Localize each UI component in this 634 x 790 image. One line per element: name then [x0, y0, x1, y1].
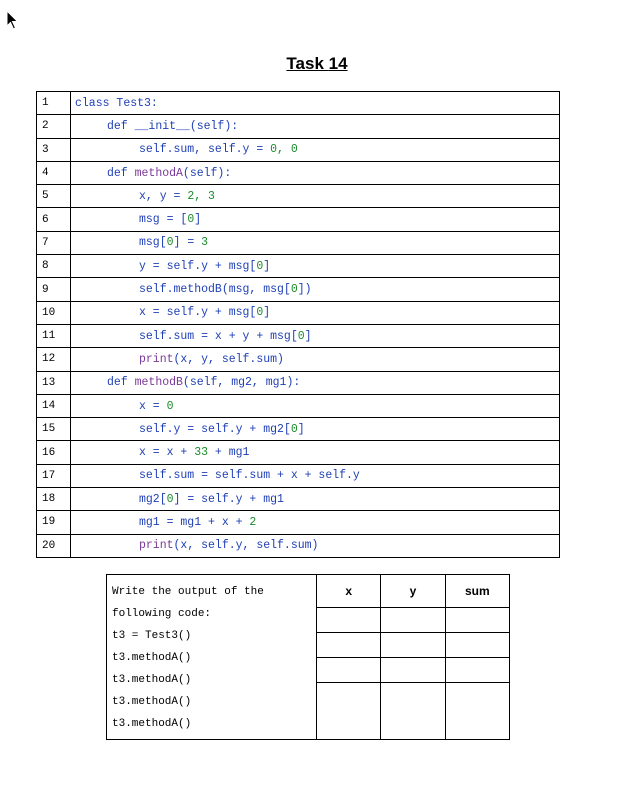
instruction-line: t3.methodA() — [112, 696, 192, 708]
line-number: 11 — [37, 324, 71, 347]
code-line — [37, 488, 560, 511]
code-text — [71, 301, 560, 324]
code-token: mg1 = mg1 + x + — [139, 515, 250, 529]
code-text — [71, 488, 560, 511]
code-line — [37, 418, 560, 441]
code-line — [37, 464, 560, 487]
code-line — [37, 371, 560, 394]
instruction-line: t3 = Test3() — [112, 630, 192, 642]
code-text — [71, 208, 560, 231]
code-token: msg = [ — [139, 213, 188, 227]
code-token: print — [139, 352, 174, 366]
code-text — [71, 394, 560, 417]
task-instructions — [107, 575, 317, 740]
header-x: x — [317, 575, 381, 608]
code-token: (x, self.y, self.sum) — [173, 539, 319, 553]
code-token: 33 — [194, 446, 209, 460]
code-token: __init__ — [134, 119, 190, 133]
answer-cell-y[interactable] — [381, 608, 445, 633]
line-number: 9 — [37, 278, 71, 301]
code-text — [71, 511, 560, 534]
code-text — [71, 534, 560, 557]
line-number: 15 — [37, 418, 71, 441]
code-token: (self, mg2, mg1): — [182, 376, 301, 390]
code-line — [37, 394, 560, 417]
code-token: class — [75, 96, 117, 110]
answer-cell-x[interactable] — [317, 633, 381, 658]
line-number: 1 — [37, 92, 71, 115]
code-line — [37, 301, 560, 324]
code-line — [37, 115, 560, 138]
code-token: def — [107, 166, 135, 180]
code-token: self.y = self.y + mg2[ — [139, 422, 291, 436]
code-token: 0 — [256, 259, 264, 273]
code-token: self.sum = self.sum + x + self.y — [139, 469, 360, 483]
code-text — [71, 231, 560, 254]
code-token: ] = self.y + mg1 — [173, 492, 284, 506]
code-token: ] — [194, 213, 202, 227]
code-line — [37, 138, 560, 161]
code-line — [37, 324, 560, 347]
code-token: 2 — [249, 515, 257, 529]
code-text — [71, 371, 560, 394]
code-text — [71, 464, 560, 487]
code-line — [37, 441, 560, 464]
line-number: 5 — [37, 185, 71, 208]
code-token: ] — [297, 422, 305, 436]
code-line — [37, 185, 560, 208]
code-line — [37, 511, 560, 534]
code-token: methodA — [134, 166, 183, 180]
instruction-line: t3.methodA() — [112, 718, 192, 730]
code-line — [37, 278, 560, 301]
code-text — [71, 115, 560, 138]
header-y: y — [381, 575, 445, 608]
code-text — [71, 348, 560, 371]
code-token: def — [107, 119, 135, 133]
code-token: 0 — [187, 213, 195, 227]
code-text — [71, 185, 560, 208]
code-token: ] = — [173, 236, 202, 250]
task-title: Task 14 — [286, 54, 348, 73]
code-line — [37, 534, 560, 557]
line-number: 4 — [37, 161, 71, 184]
answer-cell-x[interactable] — [317, 658, 381, 683]
answer-cell-sum[interactable] — [445, 633, 509, 658]
code-text — [71, 441, 560, 464]
code-token: 0 — [256, 306, 264, 320]
code-token: ] — [263, 259, 271, 273]
code-token: x = self.y + msg[ — [139, 306, 257, 320]
code-text — [71, 278, 560, 301]
code-line — [37, 348, 560, 371]
code-token: (self): — [182, 166, 232, 180]
code-line — [37, 255, 560, 278]
code-listing — [36, 91, 560, 558]
code-token: y = self.y + msg[ — [139, 259, 257, 273]
code-text — [71, 92, 560, 115]
line-number: 20 — [37, 534, 71, 557]
code-token: 0, 0 — [270, 143, 298, 157]
code-token: print — [139, 539, 174, 553]
answer-cell-y[interactable] — [381, 633, 445, 658]
code-token: msg[ — [139, 236, 167, 250]
code-token: def — [107, 376, 135, 390]
line-number: 17 — [37, 464, 71, 487]
line-number: 19 — [37, 511, 71, 534]
code-token: 3 — [201, 236, 209, 250]
answer-cell-y[interactable] — [381, 683, 445, 740]
code-token: 0 — [166, 399, 174, 413]
code-token: (self): — [189, 119, 239, 133]
line-number: 2 — [37, 115, 71, 138]
code-line — [37, 161, 560, 184]
answer-cell-x[interactable] — [317, 608, 381, 633]
code-token: 0 — [166, 236, 174, 250]
code-text — [71, 138, 560, 161]
code-token: ] — [304, 329, 312, 343]
code-token: self.sum, self.y = — [139, 143, 271, 157]
code-token: Test3: — [116, 96, 158, 110]
line-number: 13 — [37, 371, 71, 394]
instruction-line: t3.methodA() — [112, 674, 192, 686]
instruction-line: Write the output of the — [112, 586, 264, 598]
code-token: self.sum = x + y + msg[ — [139, 329, 298, 343]
code-line — [37, 208, 560, 231]
code-token: self.methodB(msg, msg[ — [139, 283, 291, 297]
code-token: methodB — [134, 376, 183, 390]
answer-cell-y[interactable] — [381, 658, 445, 683]
line-number: 18 — [37, 488, 71, 511]
line-number: 6 — [37, 208, 71, 231]
line-number: 8 — [37, 255, 71, 278]
code-token: 2, 3 — [187, 189, 215, 203]
code-text — [71, 324, 560, 347]
code-token: x = — [139, 399, 167, 413]
code-text — [71, 255, 560, 278]
code-token: 0 — [297, 329, 305, 343]
code-token: 0 — [290, 422, 298, 436]
code-token: ] — [263, 306, 271, 320]
line-number: 3 — [37, 138, 71, 161]
header-sum: sum — [445, 575, 509, 608]
code-line — [37, 92, 560, 115]
instruction-line: following code: — [112, 608, 212, 620]
line-number: 7 — [37, 231, 71, 254]
line-number: 16 — [37, 441, 71, 464]
code-token: (x, y, self.sum) — [173, 352, 284, 366]
answer-cell-sum[interactable] — [445, 683, 509, 740]
code-token: mg2[ — [139, 492, 167, 506]
code-token: x = x + — [139, 446, 195, 460]
mouse-pointer-icon — [6, 10, 20, 35]
code-token: 0 — [166, 492, 174, 506]
code-token: x, y = — [139, 189, 188, 203]
answer-cell-sum[interactable] — [445, 608, 509, 633]
code-token: 0 — [290, 283, 298, 297]
code-token: + mg1 — [208, 446, 250, 460]
output-table — [106, 574, 510, 740]
line-number: 10 — [37, 301, 71, 324]
code-token: ]) — [297, 283, 312, 297]
line-number: 14 — [37, 394, 71, 417]
code-line — [37, 231, 560, 254]
code-text — [71, 161, 560, 184]
instruction-line: t3.methodA() — [112, 652, 192, 664]
answer-cell-x[interactable] — [317, 683, 381, 740]
answer-cell-sum[interactable] — [445, 658, 509, 683]
code-text — [71, 418, 560, 441]
line-number: 12 — [37, 348, 71, 371]
